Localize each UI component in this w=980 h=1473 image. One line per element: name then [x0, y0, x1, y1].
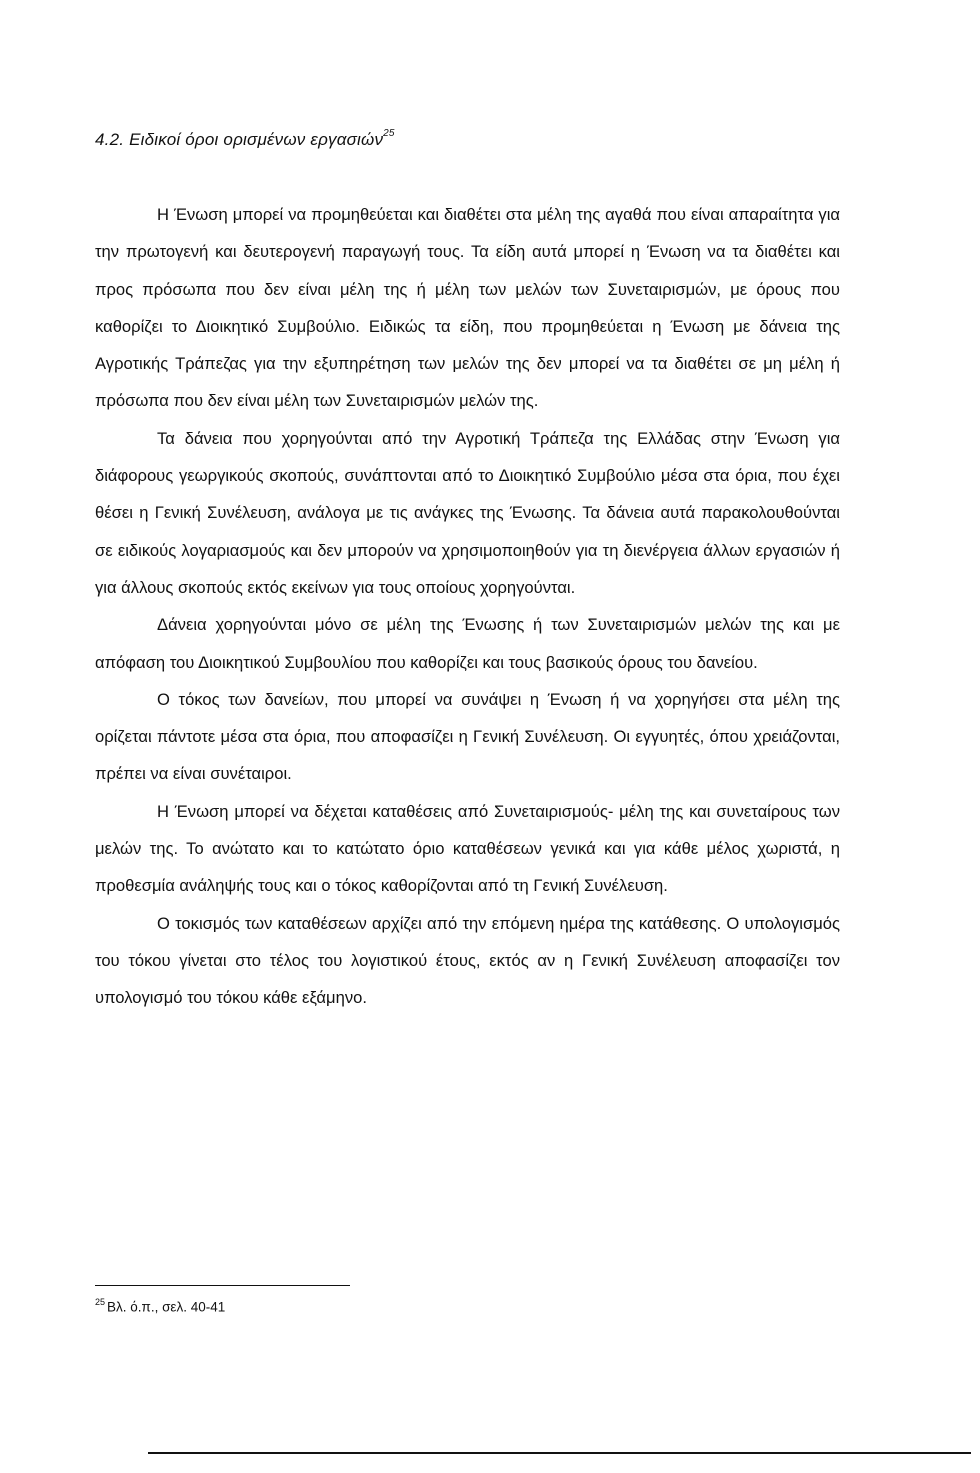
footnote-reference: 25: [383, 128, 395, 140]
paragraph: Η Ένωση μπορεί να δέχεται καταθέσεις από Συνεταιρισμούς- μέλη της και συνεταίρους των μελών της. Το ανώτατο και το κατώτατο όριο καταθέσεων γενικά και για κάθε μέλος χωριστά, η προθεσμία ανάληψής τους και ο τόκος καθορίζονται από τη Γενική Συνέλευση.: [95, 801, 840, 896]
page-bottom-rule: [148, 1452, 971, 1454]
paragraph: Τα δάνεια που χορηγούνται από την Αγροτική Τράπεζα της Ελλάδας στην Ένωση για διάφορους γεωργικούς σκοπούς, συνάπτονται από το Διοικητικό Συμβούλιο μέσα στα όρια, που έχει θέσει η Γενική Συνέλευση, ανάλογα με τις ανάγκες της Ένωσης. Τα δάνεια αυτά παρακολουθούνται σε ειδικούς λογαριασμούς και δεν μπορούν να χρησιμοποιηθούν για τη διενέργεια άλλων εργασιών ή για άλλους σκοπούς εκτός εκείνων για τους οποίους χορηγούνται.: [95, 428, 840, 597]
paragraph: Δάνεια χορηγούνται μόνο σε μέλη της Ένωσης ή των Συνεταιρισμών μελών της και με απόφαση του Διοικητικού Συμβουλίου που καθορίζει και τους βασικούς όρους του δανείου.: [95, 615, 840, 672]
section-number: 4.2.: [95, 130, 125, 149]
footnote-divider: [95, 1285, 350, 1286]
footnote: [95, 1298, 225, 1315]
paragraph: Ο τόκος των δανείων, που μπορεί να συνάψει η Ένωση ή να χορηγήσει στα μέλη της ορίζεται πάντοτε μέσα στα όρια, που αποφασίζει η Γενική Συνέλευση. Οι εγγυητές, όπου χρειάζονται, πρέπει να είναι συνέταιροι.: [95, 689, 840, 784]
footnote-number: 25: [95, 1297, 106, 1307]
section-title: Ειδικοί όροι ορισμένων εργασιών: [129, 130, 384, 149]
footnote-text: Βλ. ό.π., σελ. 40-41: [107, 1299, 226, 1315]
paragraph: Ο τοκισμός των καταθέσεων αρχίζει από την επόμενη ημέρα της κατάθεσης. Ο υπολογισμός του τόκου γίνεται στο τέλος του λογιστικού έτους, εκτός αν η Γενική Συνέλευση αποφασίζει τον υπολογισμό του τόκου κάθε εξάμηνο.: [95, 913, 840, 1008]
section-heading: [95, 130, 395, 150]
paragraph: Η Ένωση μπορεί να προμηθεύεται και διαθέτει στα μέλη της αγαθά που είναι απαραίτητα για την πρωτογενή και δευτερογενή παραγωγή τους. Τα είδη αυτά μπορεί η Ένωση να τα διαθέτει και προς πρόσωπα που δεν είναι μέλη της ή μέλη των μελών των Συνεταιρισμών, με όρους που καθορίζει το Διοικητικό Συμβούλιο. Ειδικώς τα είδη, που προμηθεύεται η Ένωση με δάνεια της Αγροτικής Τράπεζας για την εξυπηρέτηση των μελών της δεν μπορεί να τα διαθέτει σε μη μέλη ή πρόσωπα που δεν είναι μέλη των Συνεταιρισμών μελών της.: [95, 205, 840, 411]
body-text: [95, 196, 840, 1017]
